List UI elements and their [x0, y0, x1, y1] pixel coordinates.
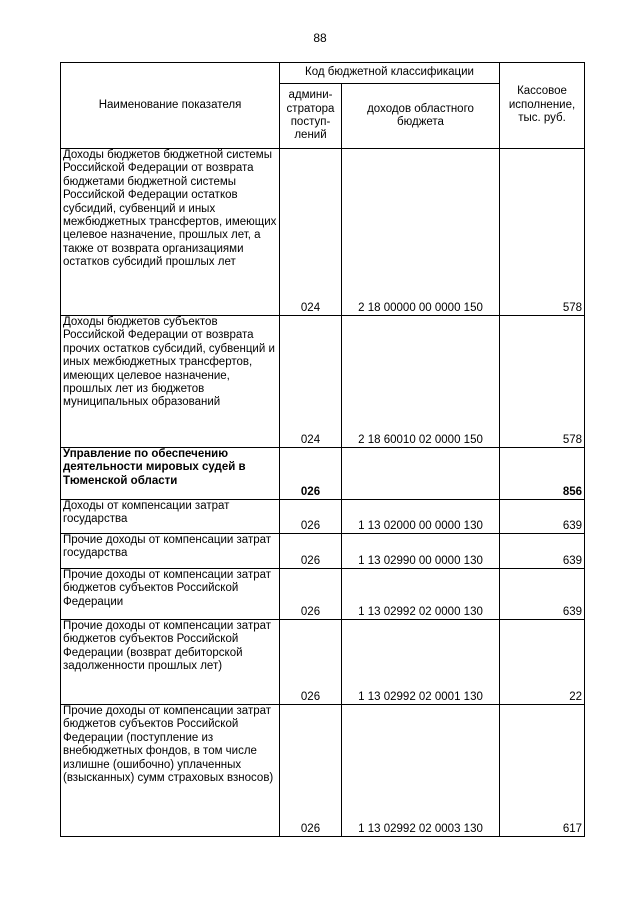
budget-table [60, 62, 585, 837]
row-income-code: 2 18 00000 00 0000 150 [342, 149, 500, 316]
row-name: Доходы от компенсации затрат государства [61, 500, 280, 534]
row-admin-code: 026 [280, 620, 342, 705]
row-name: Управление по обеспечению деятельности мировых судей в Тюменской области [61, 448, 280, 500]
table-row [61, 534, 585, 569]
row-income-code: 1 13 02992 02 0001 130 [342, 620, 500, 705]
table-row [61, 569, 585, 620]
row-income-code: 1 13 02000 00 0000 130 [342, 500, 500, 534]
row-admin-code: 026 [280, 569, 342, 620]
row-amount: 639 [500, 534, 585, 569]
row-amount: 617 [500, 705, 585, 837]
row-admin-code: 024 [280, 316, 342, 448]
row-admin-code: 026 [280, 705, 342, 837]
table-row-section [61, 448, 585, 500]
row-name: Доходы бюджетов субъектов Российской Федерации от возврата прочих остатков субсидий, субвенций и иных межбюджетных трансфертов, имеющих целевое назначение, прошлых лет из бюджетов муниципальных образований [61, 316, 280, 448]
table-row [61, 500, 585, 534]
page-number: 88 [313, 31, 327, 45]
row-income-code [342, 448, 500, 500]
row-amount: 639 [500, 500, 585, 534]
header-indicator-name: Наименование показателя [61, 63, 280, 149]
table-row [61, 705, 585, 837]
row-amount: 639 [500, 569, 585, 620]
row-admin-code: 026 [280, 500, 342, 534]
header-classification-code: Код бюджетной классификации [280, 63, 500, 84]
table-row [61, 149, 585, 316]
row-name: Прочие доходы от компенсации затрат государства [61, 534, 280, 569]
header-administrator: админи-стратора поступ-лений [280, 84, 342, 149]
table-row [61, 620, 585, 705]
row-name: Доходы бюджетов бюджетной системы Российской Федерации от возврата бюджетами бюджетной системы Российской Федерации остатков субсидий, субвенций и иных межбюджетных трансфертов, имеющих целевое назначение, прошлых лет, а также от возврата организациями остатков субсидий прошлых лет [61, 149, 280, 316]
row-name: Прочие доходы от компенсации затрат бюджетов субъектов Российской Федерации (поступление из внебюджетных фондов, в том числе излишне (ошибочно) уплаченных (взысканных) сумм страховых взносов) [61, 705, 280, 837]
row-income-code: 1 13 02990 00 0000 130 [342, 534, 500, 569]
row-amount: 22 [500, 620, 585, 705]
row-amount: 856 [500, 448, 585, 500]
row-admin-code: 024 [280, 149, 342, 316]
header-cash-execution: Кассовое исполнение, тыс. руб. [500, 63, 585, 149]
row-admin-code: 026 [280, 448, 342, 500]
row-name: Прочие доходы от компенсации затрат бюджетов субъектов Российской Федерации (возврат дебиторской задолженности прошлых лет) [61, 620, 280, 705]
row-income-code: 2 18 60010 02 0000 150 [342, 316, 500, 448]
row-amount: 578 [500, 149, 585, 316]
row-name: Прочие доходы от компенсации затрат бюджетов субъектов Российской Федерации [61, 569, 280, 620]
row-income-code: 1 13 02992 02 0003 130 [342, 705, 500, 837]
row-income-code: 1 13 02992 02 0000 130 [342, 569, 500, 620]
row-amount: 578 [500, 316, 585, 448]
row-admin-code: 026 [280, 534, 342, 569]
table-row [61, 316, 585, 448]
header-income-code: доходов областного бюджета [342, 84, 500, 149]
